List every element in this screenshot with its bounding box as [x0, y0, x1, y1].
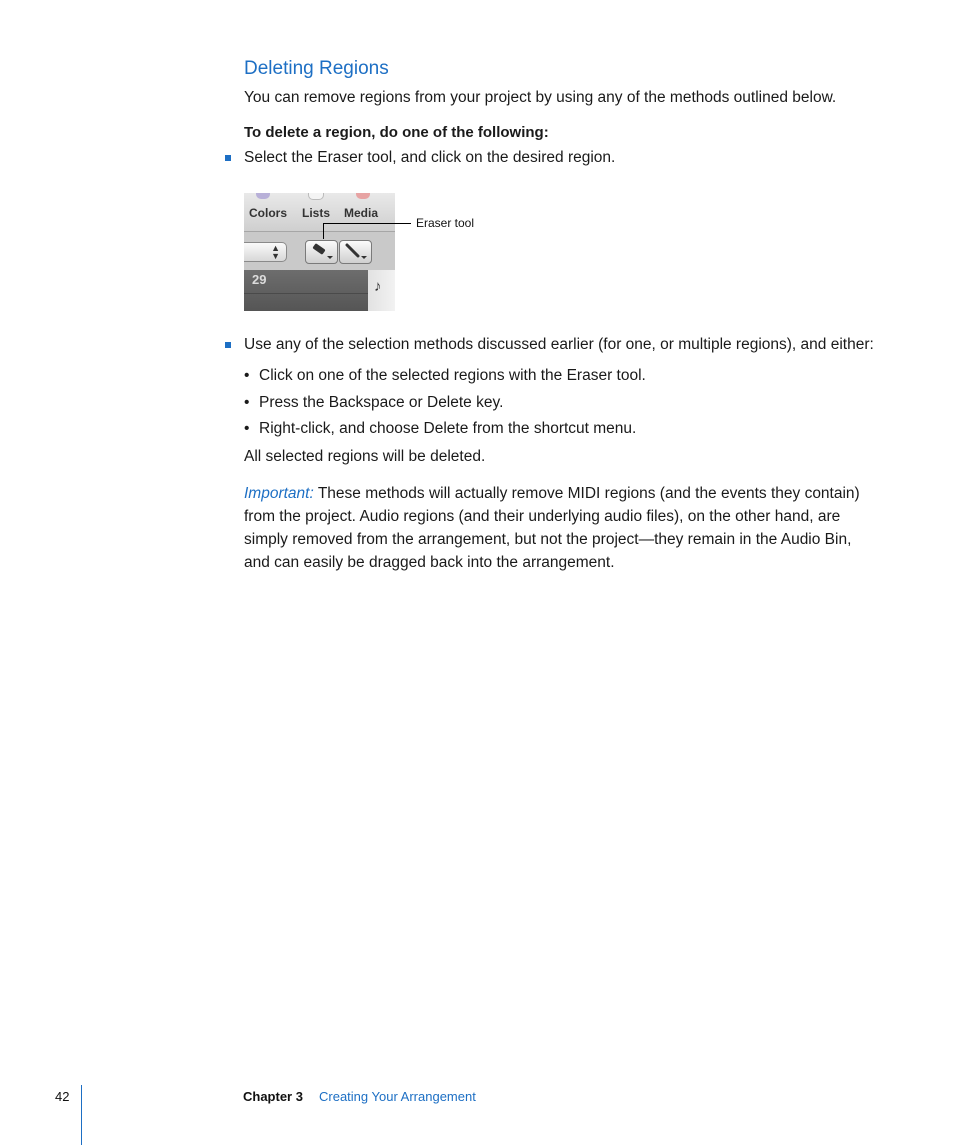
footer-chapter-title: Creating Your Arrangement: [319, 1089, 476, 1104]
tab-media[interactable]: Media: [344, 206, 379, 220]
task-heading: To delete a region, do one of the following:: [244, 124, 549, 141]
callout-line-vertical: [323, 223, 324, 239]
stepper-arrows-icon: ▲ ▼: [271, 243, 280, 261]
bullet-text: Select the Eraser tool, and click on the desired region.: [244, 149, 616, 166]
important-note: [244, 482, 874, 574]
eraser-tool-figure: [244, 193, 664, 315]
list-item: • Click on one of the selected regions with the Eraser tool.: [244, 363, 874, 390]
tab-colors[interactable]: Colors: [249, 206, 288, 220]
pencil-icon: [344, 243, 368, 261]
section-heading: Deleting Regions: [244, 58, 389, 79]
footer-chapter: Chapter 3: [243, 1089, 303, 1104]
track-divider: [244, 293, 368, 294]
pencil-tool-button[interactable]: [339, 240, 372, 264]
tab-lists[interactable]: Lists: [302, 206, 331, 220]
important-label: Important:: [244, 484, 314, 502]
page-number: 42: [55, 1089, 70, 1104]
media-tab-icon: [356, 193, 370, 199]
intro-paragraph: You can remove regions from your project by using any of the methods outlined below.: [244, 89, 837, 106]
tool-toolbar: [244, 231, 395, 270]
bullet-item-selection: [244, 333, 874, 356]
eraser-tool-button[interactable]: [305, 240, 338, 264]
music-note-icon: ♪: [374, 278, 382, 295]
bullet-item-eraser: [244, 146, 874, 169]
colors-tab-icon: [256, 193, 270, 199]
media-tabs-bar: [244, 193, 395, 231]
sub-list: [244, 363, 874, 443]
result-paragraph: All selected regions will be deleted.: [244, 447, 486, 465]
toolbar-screenshot: [244, 193, 395, 311]
eraser-icon: [310, 243, 334, 261]
dot-bullet-icon: •: [244, 420, 250, 437]
track-number: 29: [252, 272, 267, 287]
list-item: • Press the Backspace or Delete key.: [244, 390, 874, 417]
footer-divider: [81, 1085, 82, 1145]
list-item: • Right-click, and choose Delete from the shortcut menu.: [244, 416, 874, 443]
bullet-text: Use any of the selection methods discussed earlier (for one, or multiple regions), and either:: [244, 336, 874, 353]
square-bullet-icon: [225, 155, 231, 161]
page-content: [244, 56, 874, 574]
important-text: These methods will actually remove MIDI regions (and the events they contain) from the project. Audio regions (and their underlying audio files), on the other hand, are simply removed from the arrangement, but not the project—they remain in the Audio Bin, and can easily be dragged back into the arrangement.: [244, 484, 860, 571]
callout-line-horizontal: [323, 223, 411, 224]
tool-popup[interactable]: [244, 242, 287, 262]
square-bullet-icon: [225, 342, 231, 348]
callout-label: Eraser tool: [416, 216, 475, 230]
side-panel: [368, 270, 395, 311]
dot-bullet-icon: •: [244, 393, 250, 411]
dot-bullet-icon: •: [244, 367, 250, 384]
lists-tab-icon: [308, 193, 324, 200]
track-region[interactable]: [244, 270, 368, 311]
